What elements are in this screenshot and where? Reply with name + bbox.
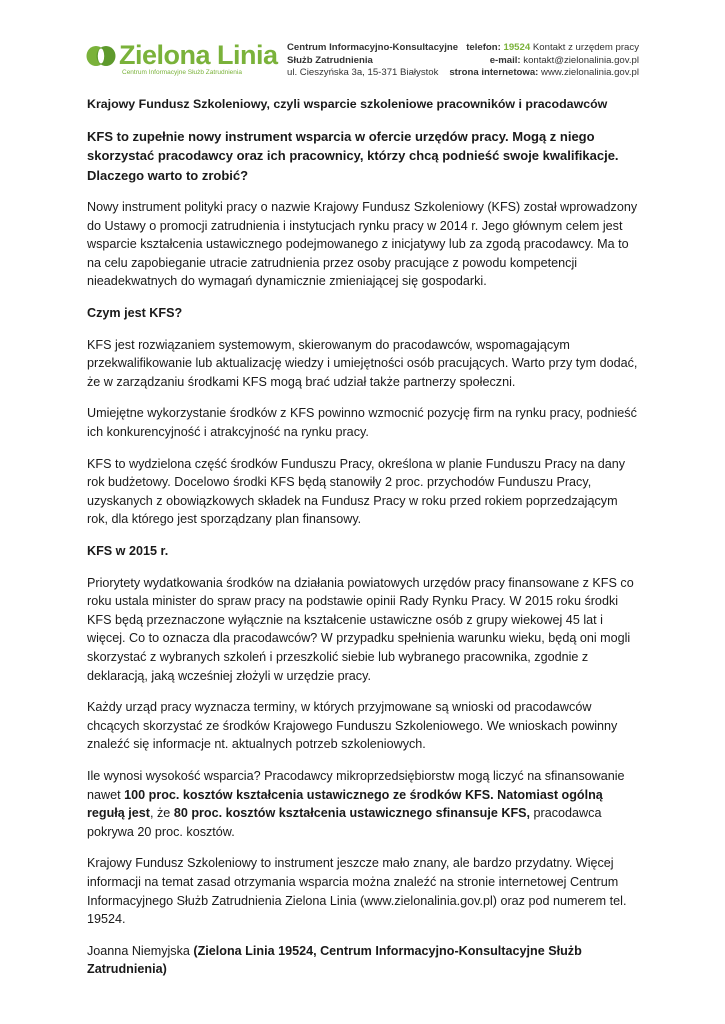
article-title: Krajowy Fundusz Szkoleniowy, czyli wsparcie szkoleniowe pracowników i pracodawców: [87, 97, 608, 111]
contact-email: [449, 55, 639, 68]
contact-phone: [449, 42, 639, 55]
author-line: [87, 942, 639, 979]
phone-number: 19524: [503, 42, 531, 53]
article-body: [87, 95, 639, 992]
leaf-logo-icon: [86, 44, 116, 68]
paragraph: Krajowy Fundusz Szkoleniowy to instrument jeszcze mało znany, ale bardzo przydatny. Więcej informacji na temat zasad otrzymania wsparcia można znaleźć na stronie internetowej Centrum Informacyjnego Służb Zatrudnienia Zielona Linia (www.zielonalinia.gov.pl) oraz pod numerem tel. 19524.: [87, 856, 627, 927]
center-address: ul. Cieszyńska 3a, 15-371 Białystok: [287, 67, 439, 78]
paragraph: KFS to wydzielona część środków Funduszu Pracy, określona w planie Funduszu Pracy na dany rok budżetowy. Docelowo środki KFS będą stanowiły 2 proc. przychodów Funduszu Pracy, uzyskanych z obowiązkowych składek na Fundusz Pracy w roku przed rokiem poprzedzającym rok, dla którego jest sporządzany plan finansowy.: [87, 456, 626, 527]
support-text-e: pracodawca pokrywa 20 proc. kosztów.: [87, 806, 602, 839]
author-organization: (Zielona Linia 19524, Centrum Informacyjno-Konsultacyjne Służb Zatrudnienia): [87, 943, 582, 977]
web-label: strona internetowa:: [449, 67, 539, 78]
center-name: Centrum Informacyjno-Konsultacyjne: [287, 42, 459, 53]
paragraph: Każdy urząd pracy wyznacza terminy, w których przyjmowane są wnioski od pracodawców chcących skorzystać ze środków Krajowego Funduszu Szkoleniowego. We wnioskach powinny znaleźć się informacje nt. aktualnych potrzeb szkoleniowych.: [87, 700, 618, 752]
zielona-linia-logo: [86, 42, 276, 78]
paragraph: KFS jest rozwiązaniem systemowym, skierowanym do pracodawców, wspomagającym przekwalifikowanie lub aktualizację wiedzy i umiejętności osób pracujących. Warto przy tym dodać, że w zarządzaniu środkami KFS mogą brać udział także partnerzy społeczni.: [87, 337, 638, 389]
support-text-c: , że: [150, 806, 174, 821]
paragraph: Priorytety wydatkowania środków na działania powiatowych urzędów pracy finansowane z KFS co roku ustala minister do spraw pracy na podstawie opinii Rady Rynku Pracy. W 2015 roku środki KFS będą przeznaczone wyłącznie na kształcenie ustawiczne osób z grupy wiekowej 45 lat i więcej. Co to oznacza dla pracodawców? W przypadku spełnienia warunku wieku, będą oni mogli skorzystać z wybranych szkoleń i przeszkolić siebie lub wybranego pracownika, zgodnie z deklaracją, jaką wcześniej złożyli w urzędzie pracy.: [87, 575, 634, 683]
contact-info: [449, 42, 639, 80]
author-name: Joanna Niemyjska: [87, 943, 190, 958]
section-heading: KFS w 2015 r.: [87, 544, 169, 558]
phone-label: telefon:: [466, 42, 501, 53]
letterhead: [0, 0, 725, 90]
paragraph: Umiejętne wykorzystanie środków z KFS powinno wzmocnić pozycję firm na rynku pracy, podnieść ich konkurencyjność i atrakcyjność na rynku pracy.: [87, 406, 637, 440]
support-text-d: 80 proc. kosztów kształcenia ustawicznego sfinansuje KFS,: [173, 806, 531, 821]
center-info: [287, 42, 458, 80]
contact-web: [449, 67, 639, 80]
web-value[interactable]: www.zielonalinia.gov.pl: [541, 67, 639, 78]
support-text-b: 100 proc. kosztów kształcenia ustawicznego ze środków KFS. Natomiast ogólną regułą jest: [87, 787, 603, 821]
section-heading: Czym jest KFS?: [87, 306, 183, 321]
paragraph: Nowy instrument polityki pracy o nazwie Krajowy Fundusz Szkoleniowy (KFS) został wprowadzony do Ustawy o promocji zatrudnienia i instytucjach rynku pracy w 2014 r. Jego głównym celem jest wsparcie kształcenia ustawicznego podejmowanego z inicjatywy lub za zgodą pracodawcy. Ma to na celu zapobieganie utracie zatrudnienia przez osoby pracujące z powodu kompetencji nieadekwatnych do wymagań dynamicznie zmieniającej się gospodarki.: [87, 200, 638, 289]
logo-subtitle: Centrum Informacyjne Służb Zatrudnienia: [122, 69, 242, 76]
email-value[interactable]: kontakt@zielonalinia.gov.pl: [523, 54, 639, 66]
email-label: e-mail:: [489, 54, 521, 66]
phone-text: Kontakt z urzędem pracy: [532, 42, 639, 53]
logo-title: Zielona Linia: [119, 40, 278, 70]
paragraph-support-amount: [87, 767, 639, 841]
center-name-2: Służb Zatrudnienia: [287, 54, 373, 66]
article-lead: KFS to zupełnie nowy instrument wsparcia w ofercie urzędów pracy. Mogą z niego skorzystać pracodawcy oraz ich pracownicy, którzy chcą podnieść swoje kwalifikacje. Dlaczego warto to zrobić?: [87, 128, 619, 183]
support-text-a: Ile wynosi wysokość wsparcia? Pracodawcy mikroprzedsiębiorstw mogą liczyć na sfinansowanie nawet: [87, 768, 625, 802]
